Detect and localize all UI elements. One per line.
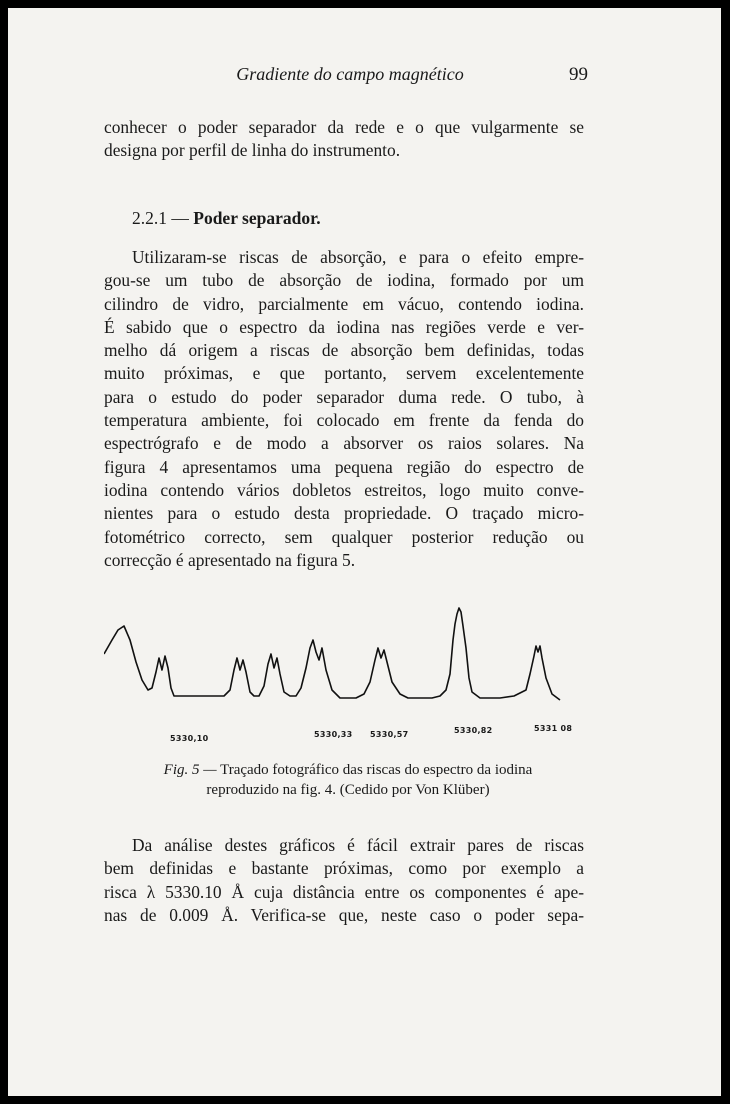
spectrum-trace <box>104 600 594 750</box>
wavelength-label: 5330,10 <box>170 734 209 743</box>
text-line: correcção é apresentado na figura 5. <box>104 549 356 570</box>
page-number: 99 <box>569 64 588 85</box>
final-paragraph <box>104 834 584 927</box>
book-page <box>8 8 721 1096</box>
running-header-title: Gradiente do campo magnético <box>236 64 464 84</box>
trace-line <box>104 608 560 700</box>
body-paragraph <box>104 246 584 572</box>
text-line: risca λ 5330.10 Å cuja distância entre os componentes é ape- <box>104 881 584 902</box>
text-line: muito próximas, e que portanto, servem excelentemente <box>104 363 584 384</box>
caption-text: Traçado fotográfico das riscas do espectro da iodina <box>220 762 533 778</box>
text-line: Da análise destes gráficos é fácil extrair pares de riscas <box>132 835 584 855</box>
figure-caption <box>118 760 578 800</box>
intro-paragraph <box>104 116 584 163</box>
text-line: para o estudo do poder separador duma rede. O tubo, à <box>104 386 584 407</box>
text-line: bem definidas e bastante próximas, como por exemplo a <box>104 858 584 879</box>
caption-line-1 <box>118 760 578 780</box>
text-line: Utilizaram-se riscas de absorção, e para o efeito empre- <box>132 247 584 267</box>
caption-line-2: reproduzido na fig. 4. (Cedido por Von Klüber) <box>206 782 490 798</box>
text-line: figura 4 apresentamos uma pequena região do espectro de <box>104 456 584 477</box>
text-line: conhecer o poder separador da rede e o que vulgarmente se <box>104 117 584 137</box>
microphotometer-trace-figure <box>104 600 594 750</box>
text-line: nas de 0.009 Å. Verifica-se que, neste caso o poder sepa- <box>104 904 584 925</box>
wavelength-label: 5330,57 <box>370 730 409 739</box>
text-line: temperatura ambiente, foi colocado em frente da fenda do <box>104 410 584 431</box>
text-line: designa por perfil de linha do instrumento. <box>104 140 401 161</box>
text-line: nientes para o estudo desta propriedade. O traçado micro- <box>104 503 584 524</box>
text-line: gou-se um tubo de absorção de iodina, formado por um <box>104 270 584 291</box>
section-heading <box>132 208 321 229</box>
text-line: É sabido que o espectro da iodina nas regiões verde e ver- <box>104 316 584 337</box>
text-line: fotométrico correcto, sem qualquer posterior redução ou <box>104 526 584 547</box>
wavelength-label: 5330,82 <box>454 726 493 735</box>
text-line: melho dá origem a riscas de absorção bem definidas, todas <box>104 340 584 361</box>
text-line: cilindro de vidro, parcialmente em vácuo, contendo iodina. <box>104 293 584 314</box>
wavelength-label: 5330,33 <box>314 730 353 739</box>
wavelength-label: 5331 08 <box>534 724 573 733</box>
section-number: 2.2.1 — <box>132 208 189 228</box>
text-line: espectrógrafo e de modo a absorver os raios solares. Na <box>104 433 584 454</box>
text-line: iodina contendo vários dobletos estreitos, logo muito conve- <box>104 479 584 500</box>
caption-label: Fig. 5 — <box>163 762 217 778</box>
section-title: Poder separador. <box>193 208 321 228</box>
